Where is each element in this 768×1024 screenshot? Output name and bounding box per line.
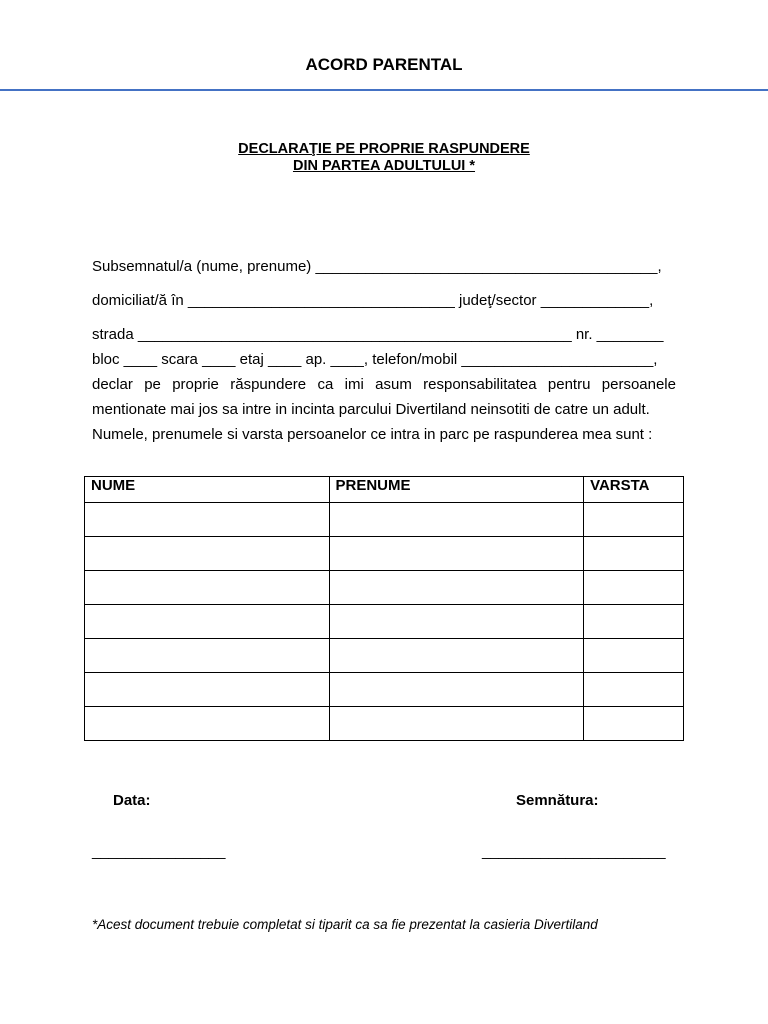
declaration-text-line-2: mentionate mai jos sa intre in incinta parcului Divertiland neinsotiti de catre un adult. <box>92 401 650 418</box>
table-row <box>85 605 684 639</box>
document-title: ACORD PARENTAL <box>305 55 463 74</box>
persons-table <box>84 476 684 741</box>
table-cell[interactable] <box>85 605 330 639</box>
table-cell[interactable] <box>85 707 330 741</box>
table-cell[interactable] <box>584 571 684 605</box>
table-row <box>85 503 684 537</box>
table-row <box>85 673 684 707</box>
table-row <box>85 707 684 741</box>
table-cell[interactable] <box>329 503 584 537</box>
declaration-heading <box>0 141 768 175</box>
table-row <box>85 537 684 571</box>
table-cell[interactable] <box>584 639 684 673</box>
column-header-prenume: PRENUME <box>329 477 584 503</box>
table-cell[interactable] <box>329 707 584 741</box>
header-rule <box>0 89 768 91</box>
table-cell[interactable] <box>85 503 330 537</box>
table-cell[interactable] <box>329 673 584 707</box>
table-header-row <box>85 477 684 503</box>
table-row <box>85 571 684 605</box>
table-cell[interactable] <box>85 639 330 673</box>
table-cell[interactable] <box>584 707 684 741</box>
date-line: ________________ <box>92 843 226 860</box>
column-header-varsta: VARSTA <box>584 477 684 503</box>
table-cell[interactable] <box>584 503 684 537</box>
table-cell[interactable] <box>584 537 684 571</box>
table-cell[interactable] <box>329 571 584 605</box>
building-phone-field-line: bloc ____ scara ____ etaj ____ ap. ____, telefon/mobil _______________________, <box>92 351 658 368</box>
table-cell[interactable] <box>85 537 330 571</box>
table-cell[interactable] <box>584 605 684 639</box>
table-row <box>85 639 684 673</box>
declaration-text-line-3: Numele, prenumele si varsta persoanelor ce intra in parc pe raspunderea mea sunt : <box>92 426 653 443</box>
signature-line: ______________________ <box>482 843 666 860</box>
table-cell[interactable] <box>85 673 330 707</box>
name-field-line: Subsemnatul/a (nume, prenume) _________________________________________, <box>92 258 662 275</box>
signature-label: Semnătura: <box>516 792 599 809</box>
date-label: Data: <box>113 792 151 809</box>
table-cell[interactable] <box>329 605 584 639</box>
declaration-line-2: DIN PARTEA ADULTULUI * <box>292 158 476 174</box>
street-field-line: strada ____________________________________________________ nr. ________ <box>92 326 664 343</box>
table-cell[interactable] <box>329 537 584 571</box>
declaration-line-1: DECLARAŢIE PE PROPRIE RASPUNDERE <box>238 141 530 157</box>
footnote: *Acest document trebuie completat si tiparit ca sa fie prezentat la casieria Divertiland <box>92 917 598 932</box>
declaration-text-line-1: declar pe proprie răspundere ca imi asum responsabilitatea pentru persoanele <box>92 376 676 393</box>
table-cell[interactable] <box>584 673 684 707</box>
address-field-line: domiciliat/ă în ________________________________ judeţ/sector _____________, <box>92 292 654 309</box>
column-header-nume: NUME <box>85 477 330 503</box>
table-cell[interactable] <box>329 639 584 673</box>
table-cell[interactable] <box>85 571 330 605</box>
